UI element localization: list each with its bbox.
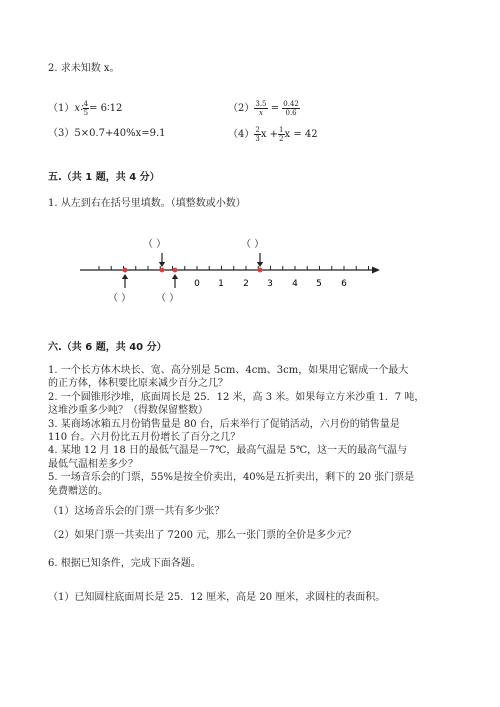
sub-question: （2）如果门票一共卖出了 7200 元，那么一张门票的全价是多少元？ xyxy=(48,530,357,541)
arrow-head-icon xyxy=(372,267,380,274)
fraction-numerator: 1 xyxy=(279,126,284,134)
equation-text: = 6∶12 xyxy=(89,103,123,114)
word-problems xyxy=(48,364,458,498)
equation-text: x + xyxy=(260,129,279,140)
up-arrow-icon xyxy=(122,274,128,279)
section-heading: 六.（共 6 题，共 40 分） xyxy=(48,342,167,353)
tick-label: 6 xyxy=(341,279,347,289)
answer-bracket: （ ） xyxy=(156,293,180,304)
question-text: 1. 从左到右在括号里填数。（填整数或小数） xyxy=(48,198,246,209)
problem-line: 免费赠送的。 xyxy=(48,485,108,497)
sub-question: （1）已知圆柱底面周长是 25．12 厘米，高是 20 厘米，求圆柱的表面积。 xyxy=(48,592,386,603)
section-heading: 五.（共 1 题，共 4 分） xyxy=(48,172,160,183)
problem-line: 5. 一场音乐会的门票，55%是按全价卖出，40%是五折卖出，剩下的 20 张门票是 xyxy=(48,472,415,484)
fraction-denominator: 0.6 xyxy=(285,109,297,117)
answer-bracket: （ ） xyxy=(241,239,265,250)
fraction-denominator: 3 xyxy=(255,135,260,143)
problem-line: 1. 一个长方体木块长、宽、高分别是 5cm、4cm、3cm，如果用它锯成一个最大 xyxy=(48,365,409,376)
equals-sign: = xyxy=(270,103,280,114)
problem-line: 110 台。六月份比五月份增长了百分之几？ xyxy=(48,432,241,444)
problem-line: 的正方体，体积要比原来减少百分之几？ xyxy=(48,378,228,390)
sub-question: （1）这场音乐会的门票一共有多少张？ xyxy=(48,506,225,517)
problem-line: 最低气温相差多少？ xyxy=(48,458,138,470)
marked-point xyxy=(160,268,165,273)
marked-point xyxy=(173,268,178,273)
answer-bracket: （ ） xyxy=(108,293,132,304)
tick-label: 4 xyxy=(292,279,298,289)
equation-text: x = 42 xyxy=(284,129,318,140)
tick-label: 3 xyxy=(267,279,273,289)
tick-label: 1 xyxy=(218,279,224,289)
fraction-numerator: 2 xyxy=(255,126,260,134)
problem-line: 这堆沙重多少吨？（得数保留整数） xyxy=(48,405,208,417)
marked-point xyxy=(123,268,128,273)
fraction-numerator: 3.5 xyxy=(255,100,267,108)
equation-label: （4） xyxy=(228,129,255,140)
equation-label: （1） xyxy=(48,103,75,114)
problem-line: 3. 某商场冰箱五月份销售量是 80 台，后来举行了促销活动，六月份的销售量是 xyxy=(48,418,400,430)
equation-text: x∶ xyxy=(74,103,83,114)
problem-line: 4. 某地 12 月 18 日的最低气温是－7℃，最高气温是 5℃，这一天的最高气温与 xyxy=(48,445,408,457)
fraction-denominator: x xyxy=(258,109,263,117)
tick-label: 0 xyxy=(194,279,200,289)
fraction-numerator: 4 xyxy=(83,100,89,108)
answer-bracket: （ ） xyxy=(143,239,167,250)
question-title: 2. 求未知数 x。 xyxy=(48,63,120,74)
tick-label: 5 xyxy=(316,279,322,289)
problem-line: 2. 一个圆锥形沙堆，底面周长是 25．12 米，高 3 米。如果每立方米沙重 1．7 吨， xyxy=(48,391,425,403)
marked-point xyxy=(258,268,263,273)
question-text: 6. 根据已知条件，完成下面各题。 xyxy=(48,558,201,569)
equation-label: （2） xyxy=(228,103,255,114)
fraction-denominator: 2 xyxy=(279,135,284,143)
tick-label: 2 xyxy=(243,279,249,289)
equation-3: （3）5×0.7+40%x=9.1 xyxy=(48,128,166,139)
fraction-numerator: 0.42 xyxy=(283,100,299,108)
up-arrow-icon xyxy=(172,274,178,279)
fraction-denominator: 5 xyxy=(83,109,89,117)
